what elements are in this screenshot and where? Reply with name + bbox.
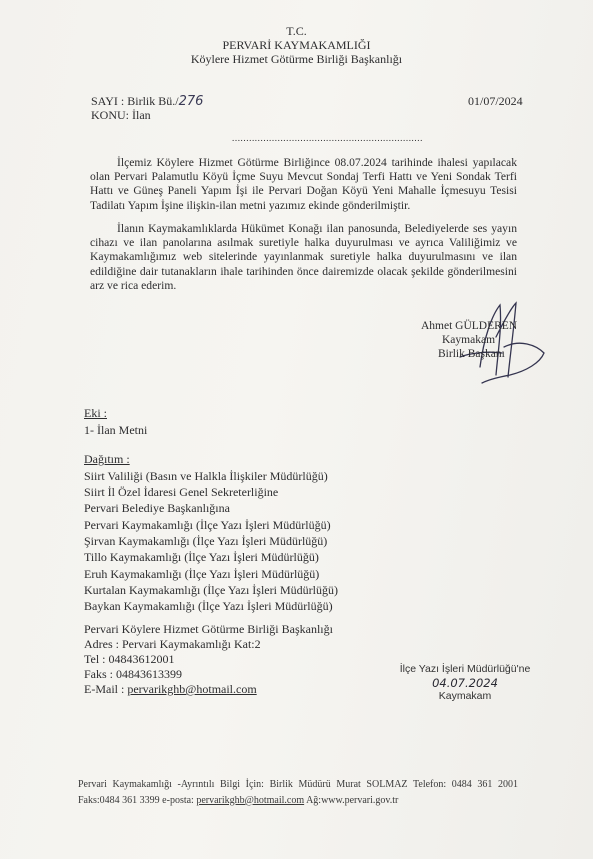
receipt-stamp: [390, 663, 540, 704]
footer-email-link[interactable]: pervarikghb@hotmail.com: [196, 794, 305, 806]
distribution-section: [84, 451, 338, 614]
contact-email-line: [84, 682, 333, 697]
footer-text: Pervari Kaymakamlığı -Ayrıntılı Bilgi İçin: Birlik Müdürü Murat SOLMAZ Telefon: 0484 361 2001 Faks:0484 361 3399 e-posta:: [78, 779, 518, 806]
distribution-item: Eruh Kaymakamlığı (İlçe Yazı İşleri Müdürlüğü): [84, 566, 320, 581]
distribution-item: Pervari Kaymakamlığı (İlçe Yazı İşleri Müdürlüğü): [84, 517, 331, 532]
contact-address: Adres : Pervari Kaymakamlığı Kat:2: [84, 637, 261, 651]
header-institution: PERVARİ KAYMAKAMLIĞI: [222, 38, 371, 52]
signatory-name: Ahmet GÜLDEREN: [421, 320, 518, 332]
distribution-item: Baykan Kaymakamlığı (İlçe Yazı İşleri Müdürlüğü): [84, 599, 333, 614]
attachments-heading: Eki :: [84, 406, 107, 420]
contact-email-label: E-Mail :: [84, 682, 128, 696]
separator-dots: ...................................................................: [232, 133, 423, 143]
header-department: Köylere Hizmet Götürme Birliği Başkanlığı: [190, 52, 403, 66]
header-tc: T.C.: [286, 24, 307, 38]
contact-fax: Faks : 04843613399: [84, 667, 183, 681]
page-footer: [78, 777, 518, 808]
contact-phone: Tel : 04843612001: [84, 652, 175, 666]
signatory-role: Birlik Başkanı: [438, 348, 505, 361]
distribution-heading: Dağıtım :: [84, 452, 130, 466]
sayi-number: 276: [178, 94, 204, 109]
signature-block: [421, 319, 517, 362]
attachments-section: [84, 405, 147, 439]
distribution-item: Siirt İl Özel İdaresi Genel Sekreterliğine: [84, 485, 279, 500]
distribution-item: Siirt Valiliği (Basın ve Halkla İlişkiler Müdürlüğü): [84, 468, 328, 483]
body-paragraph-1: İlçemiz Köylere Hizmet Götürme Birliğince 08.07.2024 tarihinde ihalesi yapılacak olan Pervari Palamutlu Köyü İçme Suyu Mevcut Sondaj Terfi Hattı ve Yeni Sondak Terfi Hattı ve Güneş Paneli Yapım İşi ile Pervari Doğan Köyü Yeni Mahalle İçmesuyu Tesisi Tadilatı Yapım İşine ilişkin-ilan metni yazımız ekinde gönderilmiştir.: [90, 156, 517, 212]
distribution-item: Kurtalan Kaymakamlığı (İlçe Yazı İşleri Müdürlüğü): [84, 582, 338, 597]
contact-organization: Pervari Köylere Hizmet Götürme Birliği Başkanlığı: [84, 622, 333, 636]
contact-section: [84, 622, 333, 697]
body-paragraph-2: İlanın Kaymakamlıklarda Hükümet Konağı ilan panosunda, Belediyelerde ses yayın cihazı ve ilan panolarına asılmak suretiyle halka duyurulması ve ayrıca Valiliğimiz ve Kaymakamlığımız web sitelerinde yayınlanmak suretiyle halka duyurulmasını ve ilan edildiğine dair tutanakların ihale tarihinden önce dairemizde olacak şekilde gönderilmesini arz ve rica ederim.: [90, 222, 517, 292]
stamp-office: İlçe Yazı İşleri Müdürlüğü'ne: [399, 663, 531, 675]
distribution-item: Tillo Kaymakamlığı (İlçe Yazı İşleri Müdürlüğü): [84, 550, 319, 565]
footer-web: Ağ:www.pervari.gov.tr: [304, 794, 399, 806]
attachment-item: 1- İlan Metni: [84, 422, 148, 437]
distribution-item: Pervari Belediye Başkanlığına: [84, 501, 230, 516]
distribution-item: Şirvan Kaymakamlığı (İlçe Yazı İşleri Müdürlüğü): [84, 533, 328, 548]
konu-line: KONU: İlan: [91, 108, 151, 122]
document-date: 01/07/2024: [468, 94, 523, 108]
stamp-title: Kaymakam: [438, 690, 492, 702]
letterhead: [0, 24, 593, 66]
sayi-line: [91, 94, 203, 109]
signatory-title: Kaymakam: [442, 334, 496, 347]
stamp-date: 04.07.2024: [432, 675, 498, 690]
sayi-label: SAYI : Birlik Bü./: [91, 94, 179, 108]
contact-email-link[interactable]: pervarikghb@hotmail.com: [127, 682, 257, 696]
